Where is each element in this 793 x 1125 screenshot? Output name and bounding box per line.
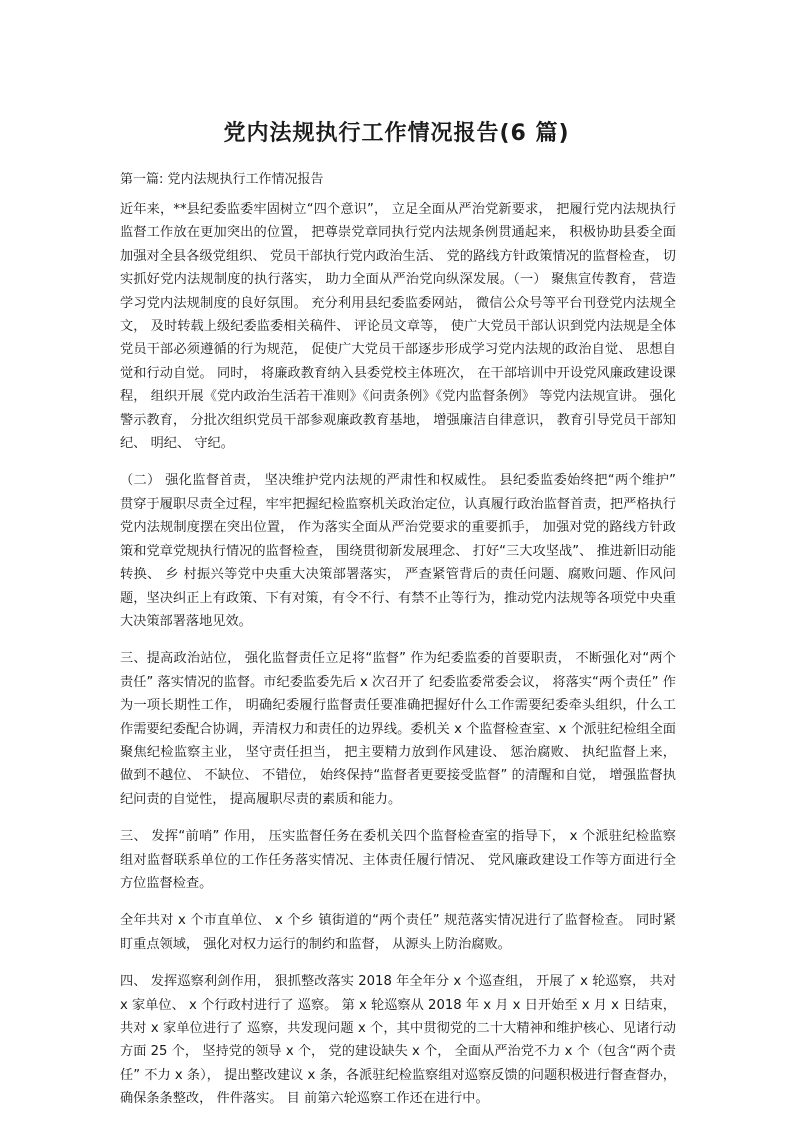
paragraph-3: 三、提高政治站位， 强化监督责任立足将“监督” 作为纪委监委的首要职责， 不断强化对“两个责任” 落实情况的监督。市纪委监委先后 x 次召开了 纪委监委常委会议， 将落实“两个责任” 作为一项长期性工作， 明确纪委履行监督责任要准确把握好什么工作需要纪委牵头组织，什么工作需要纪委配合协调，弄清权力和责任的边界线。委机关 x 个监督检查室、x 个派驻纪检组全面聚焦纪检监察主业， 坚守责任担当， 把主要精力放到作风建设、 惩治腐败、 执纪监督上来， 做到不越位、 不缺位、 不错位， 始终保持“监督者更要接受监督” 的清醒和自觉， 增强监督执纪问责的自觉性， 提高履职尽责的素质和能力。 <box>120 651 676 807</box>
paragraph-5: 全年共对 x 个市直单位、 x 个乡 镇街道的“两个责任” 规范落实情况进行了监督检查。 同时紧盯重点领域， 强化对权力运行的制约和监督， 从源头上防治腐败。 <box>120 913 676 952</box>
section-heading: 第一篇: 党内法规执行工作情况报告 <box>120 172 324 187</box>
paragraph-1: 近年来，**县纪委监委牢固树立“四个意识”， 立足全面从严治党新要求， 把履行党内法规执行监督工作放在更加突出的位置， 把尊崇党章同执行党内法规条例贯通起来， 积极协助县委全面加强对全县各级党组织、 党员干部执行党内政治生活、 党的路线方针政策情况的监督检查， 切实抓好党内法规制度的执行落实， 助力全面从严治党向纵深发展。（一） 聚焦宣传教育， 营造学习党内法规制度的良好氛围。 充分利用县纪委监委网站， 微信公众号等平台刊登党内法规全文， 及时转载上级纪委监委相关稿件、 评论员文章等， 使广大党员干部认识到党内法规是全体党员干部必须遵循的行为规范， 促使广大党员干部逐步形成学习党内法规的政治自觉、 思想自觉和行动自觉。 同时， 将廉政教育纳入县委党校主体班次， 在干部培训中开设党风廉政建设课程， 组织开展《党内政治生活若干准则》《问责条例》《党内监督条例》 等党内法规宣讲。 强化警示教育， 分批次组织党员干部参观廉政教育基地， 增强廉洁自律意识， 教育引导党员干部知纪、 明纪、 守纪。 <box>120 202 676 452</box>
paragraph-4: 三、 发挥“前哨” 作用， 压实监督任务在委机关四个监督检查室的指导下， x 个派驻纪检监察组对监督联系单位的工作任务落实情况、主体责任履行情况、 党风廉政建设工作等方面进行全方位监督检查。 <box>120 829 676 891</box>
paragraph-2: （二） 强化监督首责， 坚决维护党内法规的严肃性和权威性。 县纪委监委始终把“两个维护” 贯穿于履职尽责全过程，牢牢把握纪检监察机关政治定位，认真履行政治监督首责，把严格执行党内法规制度摆在突出位置， 作为落实全面从严治党要求的重要抓手， 加强对党的路线方针政策和党章党规执行情况的监督检查， 围绕贯彻新发展理念、 打好“三大攻坚战”、 推进新旧动能转换、 乡 村振兴等党中央重大决策部署落实， 严查紧管背后的责任问题、腐败问题、作风问题，坚决纠正上有政策、下有对策，有令不行、有禁不止等行为，推动党内法规等各项党中央重大决策部署落地见效。 <box>120 473 676 629</box>
document-title: 党内法规执行工作情况报告(6 篇) <box>223 121 570 146</box>
paragraph-6: 四、 发挥巡察利剑作用， 狠抓整改落实 2018 年全年分 x 个巡查组， 开展了 x 轮巡察， 共对 x 家单位、 x 个行政村进行了 巡察。 第 x 轮巡察从 2018 年 x 月 x 日开始至 x 月 x 日结束，共对 x 家单位进行了 巡察，共发现问题 x 个，其中贯彻党的二十大精神和维护核心、见诸行动方面 25 个， 坚持党的领导 x 个， 党的建设缺失 x 个， 全面从严治党不力 x 个（包含“两个责任” 不力 x 条）， 提出整改建议 x 条，各派驻纪检监察组对巡察反馈的问题积极进行督查督办， 确保条条整改， 件件落实。 目 前第六轮巡察工作还在进行中。 <box>120 974 676 1107</box>
document-body <box>120 198 676 1125</box>
